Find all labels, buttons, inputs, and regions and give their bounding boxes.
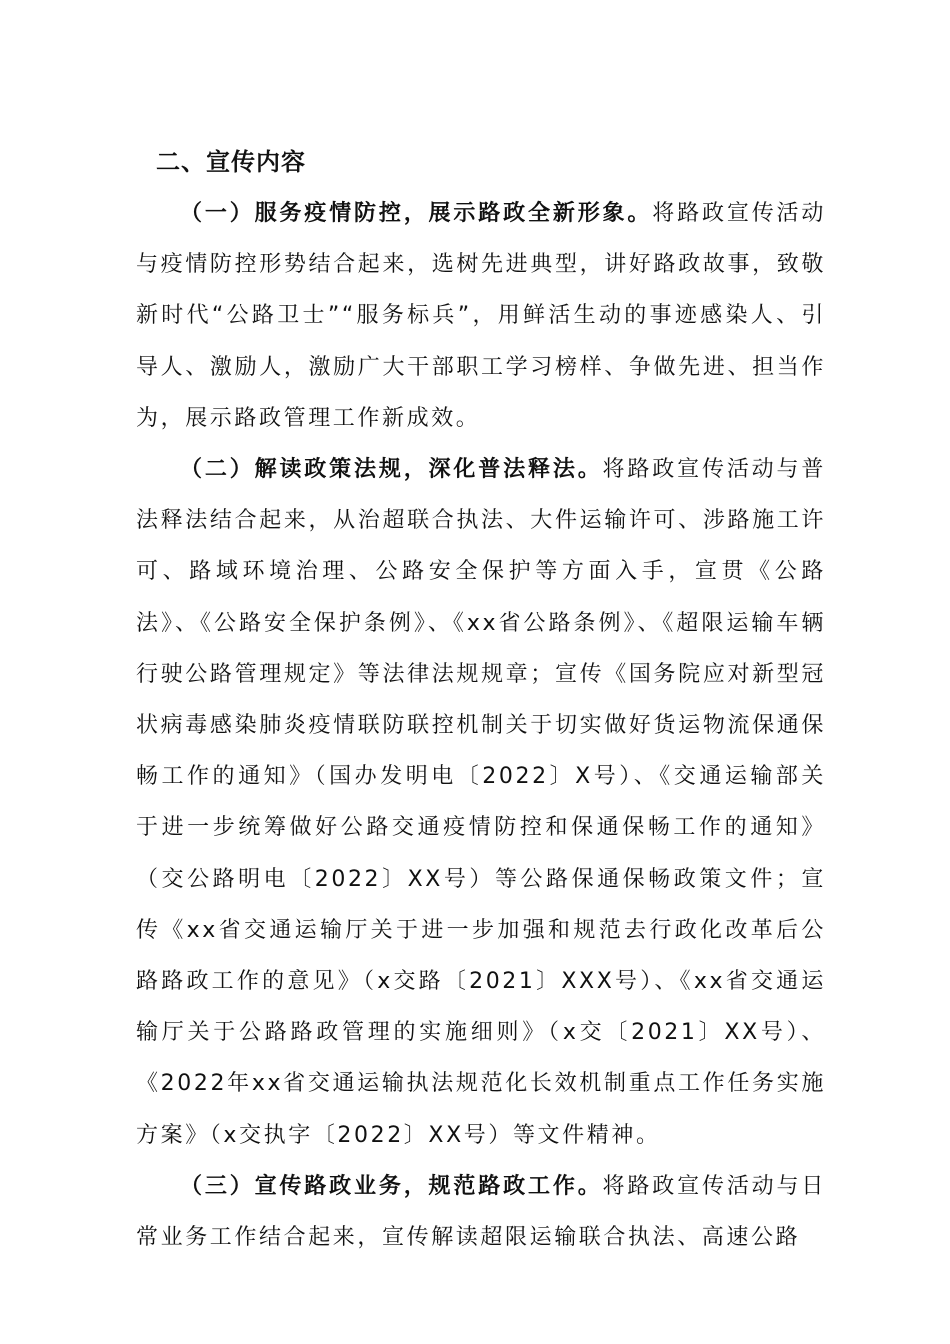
paragraph-3-lead: （三）宣传路政业务，规范路政工作。 xyxy=(180,1173,603,1199)
paragraph-1-lead: （一）服务疫情防控，展示路政全新形象。 xyxy=(180,201,653,226)
paragraph-1-body: 将路政宣传活动与疫情防控形势结合起来，选树先进典型，讲好路政故事，致敬新时代“公路卫士”“服务标兵”，用鲜活生动的事迹感染人、引导人、激励人，激励广大干部职工学习榜样、争做先进、担当作为，展示路政管理工作新成效。 xyxy=(136,201,827,431)
paragraph-3 xyxy=(136,1161,826,1263)
paragraph-1 xyxy=(136,188,826,444)
section-heading: 二、宣传内容 xyxy=(156,148,306,176)
document-body xyxy=(136,137,826,1263)
paragraph-2-body: 将路政宣传活动与普法释法结合起来，从治超联合执法、大件运输许可、涉路施工许可、路域环境治理、公路安全保护等方面入手，宣贯《公路法》、《公路安全保护条例》、《xx省公路条例》、《超限运输车辆行驶公路管理规定》等法律法规规章；宣传《国务院应对新型冠状病毒感染肺炎疫情联防联控机制关于切实做好货运物流保通保畅工作的通知》（国办发明电〔2022〕X号）、《交通运输部关于进一步统筹做好公路交通疫情防控和保通保畅工作的通知》（交公路明电〔2022〕XX号）等公路保通保畅政策文件；宣传《xx省交通运输厅关于进一步加强和规范去行政化改革后公路路政工作的意见》（x交路〔2021〕XXX号）、《xx省交通运输厅关于公路路政管理的实施细则》（x交〔2021〕XX号）、《2022年xx省交通运输执法规范化长效机制重点工作任务实施方案》（x交执字〔2022〕XX号）等文件精神。 xyxy=(136,457,826,1148)
paragraph-2 xyxy=(136,444,826,1161)
paragraph-3-body: 将路政宣传活动与日常业务工作结合起来，宣传解读超限运输联合执法、高速公路 xyxy=(136,1173,826,1251)
paragraph-2-lead: （二）解读政策法规，深化普法释法。 xyxy=(180,457,603,483)
